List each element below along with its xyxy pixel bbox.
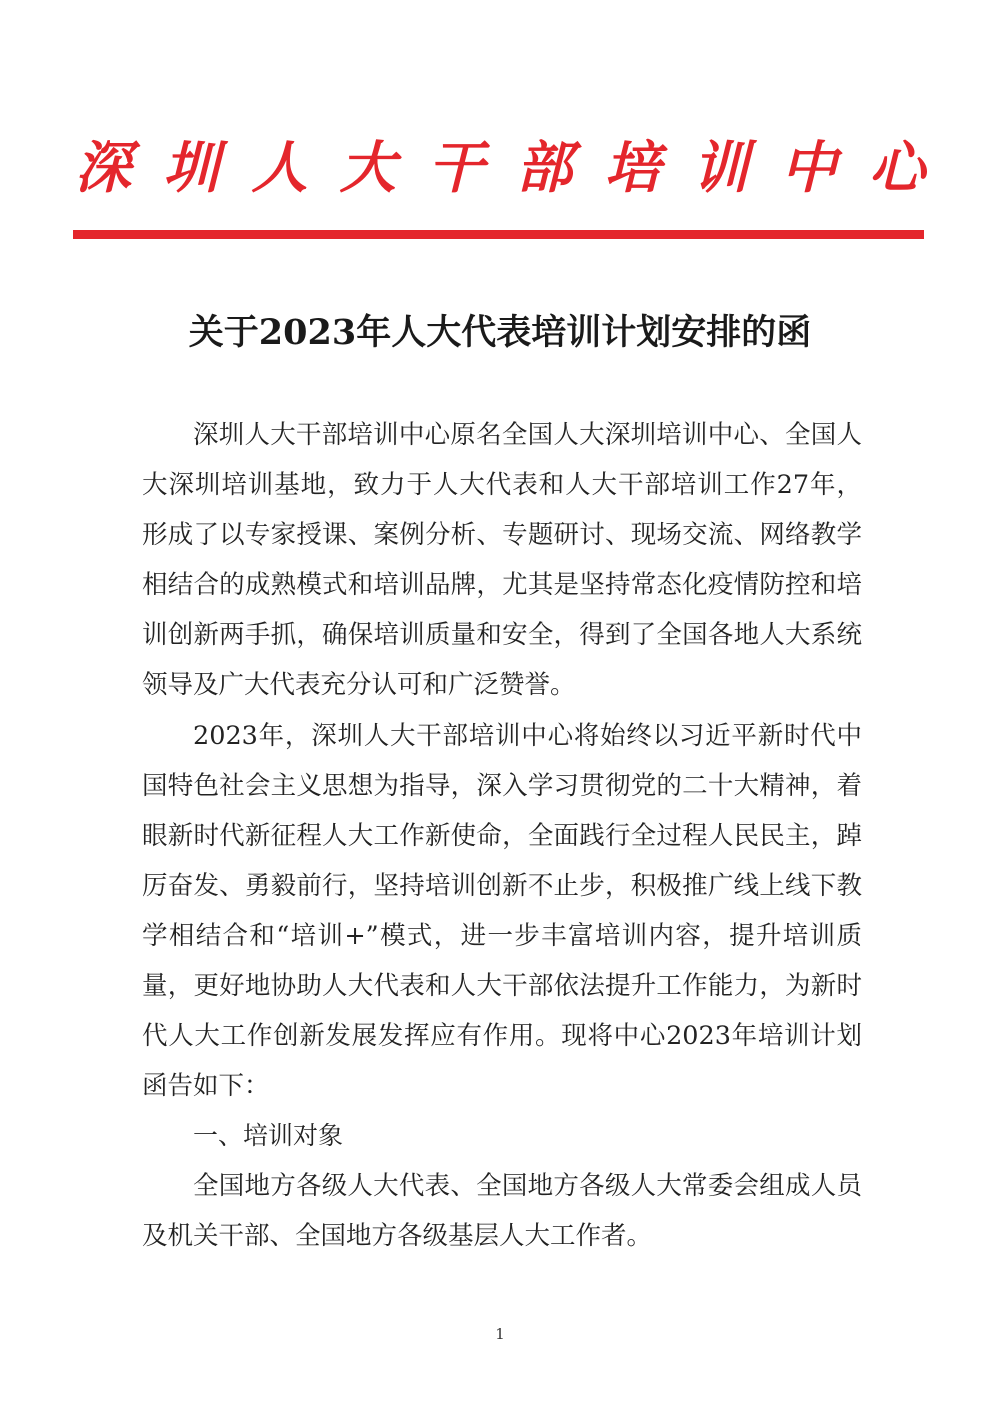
letterhead-red-rule: [73, 230, 924, 239]
body-paragraph: 深圳人大干部培训中心原名全国人大深圳培训中心、全国人大深圳培训基地，致力于人大代表和人大干部培训工作27年，形成了以专家授课、案例分析、专题研讨、现场交流、网络教学相结合的成熟模式和培训品牌，尤其是坚持常态化疫情防控和培训创新两手抓，确保培训质量和安全，得到了全国各地人大系统领导及广大代表充分认可和广泛赞誉。: [142, 420, 862, 700]
document-body: [142, 410, 862, 1261]
page-number: 1: [495, 1325, 505, 1343]
section-paragraph: 全国地方各级人大代表、全国地方各级人大常委会组成人员及机关干部、全国地方各级基层人大工作者。: [142, 1171, 862, 1251]
section-heading: 一、培训对象: [193, 1121, 344, 1150]
body-paragraph: 2023年，深圳人大干部培训中心将始终以习近平新时代中国特色社会主义思想为指导，深入学习贯彻党的二十大精神，着眼新时代新征程人大工作新使命，全面践行全过程人民民主，踔厉奋发、勇毅前行，坚持培训创新不止步，积极推广线上线下教学相结合和“培训+”模式，进一步丰富培训内容，提升培训质量，更好地协助人大代表和人大干部依法提升工作能力，为新时代人大工作创新发展发挥应有作用。现将中心2023年培训计划函告如下：: [142, 721, 862, 1101]
document-title: 关于2023年人大代表培训计划安排的函: [188, 312, 812, 353]
letterhead-char: 圳: [163, 135, 220, 201]
letterhead-char: 心: [868, 135, 925, 201]
letterhead-char: 训: [692, 135, 749, 201]
letterhead-char: 人: [251, 135, 308, 201]
letterhead: [75, 128, 925, 208]
letterhead-char: 深: [75, 135, 131, 201]
letterhead-char: 大: [339, 135, 396, 201]
letterhead-char: 部: [516, 135, 573, 201]
letterhead-char: 干: [427, 135, 484, 201]
letterhead-char: 中: [780, 135, 837, 201]
letterhead-char: 培: [604, 135, 661, 201]
